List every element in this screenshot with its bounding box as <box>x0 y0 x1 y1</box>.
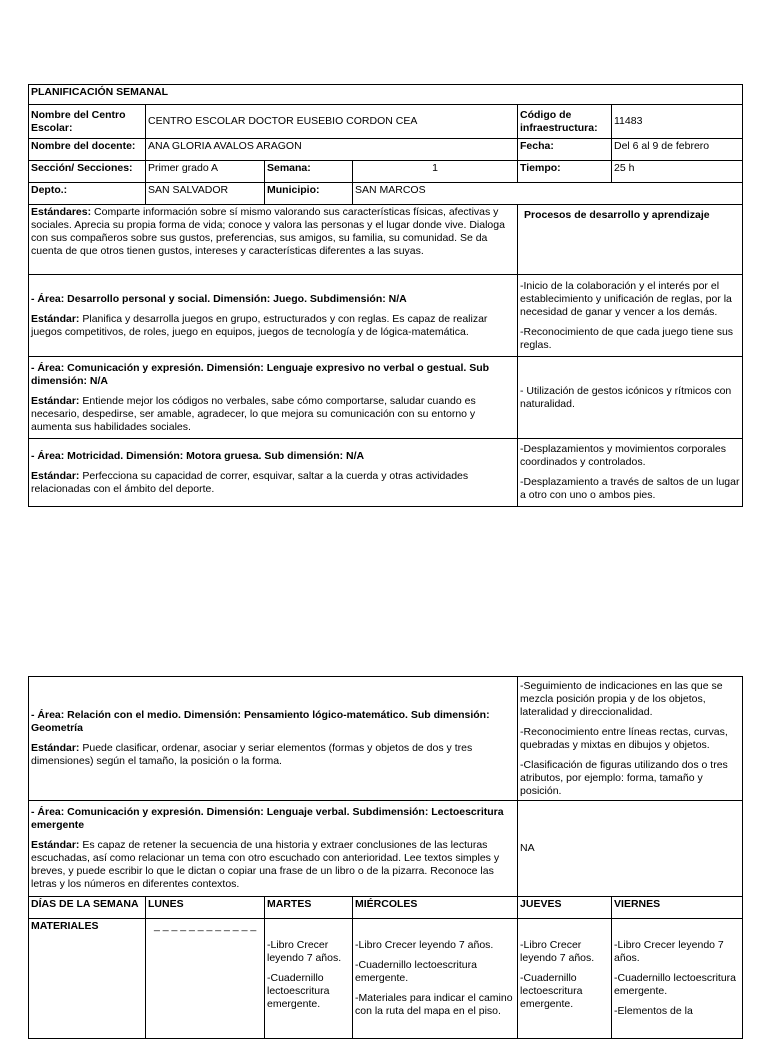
day-friday: VIERNES <box>612 897 743 919</box>
date-label: Fecha: <box>518 139 612 161</box>
week-label: Semana: <box>265 161 353 183</box>
day-wednesday: MIÉRCOLES <box>353 897 518 919</box>
section-label: Sección/ Secciones: <box>29 161 146 183</box>
area-processes: -Inicio de la colaboración y el interés por el establecimiento y unificación de reglas, por la necesidad de ganar y vencer a los demás. -Reconocimiento de que cada juego tiene sus reglas. <box>518 275 743 357</box>
center-label: Nombre del Centro Escolar: <box>29 105 146 139</box>
infra-label: Código de infraestructura: <box>518 105 612 139</box>
weekly-plan-table-continued <box>28 676 743 1039</box>
depto-value: SAN SALVADOR <box>146 183 265 205</box>
area-processes: NA <box>518 801 743 897</box>
area-block: - Área: Comunicación y expresión. Dimensión: Lenguaje verbal. Subdimensión: Lectoescritura emergente Estándar: Es capaz de retener la secuencia de una historia y extraer conclusiones de las lecturas escuchadas, así como relacionar un tema con otro escuchado con anterioridad. Lee textos simples y breves, y puede escribir lo que le dictan o copiar una frase de un libro o de la pizarra. Reconoce las letras y los números en diferentes contextos. <box>29 801 518 897</box>
day-thursday: JUEVES <box>518 897 612 919</box>
day-monday: LUNES <box>146 897 265 919</box>
center-value: CENTRO ESCOLAR DOCTOR EUSEBIO CORDON CEA <box>146 105 518 139</box>
area-block: - Área: Motricidad. Dimensión: Motora gruesa. Sub dimensión: N/A Estándar: Perfecciona su capacidad de correr, esquivar, saltar a la cuerda y otras actividades relacionadas con el ámbito del deporte. <box>29 439 518 507</box>
standards-cell: Estándares: Comparte información sobre sí mismo valorando sus características físicas, afectivas y sociales. Aprecia su propia forma de vida; conoce y valora las personas y el lugar donde vive. Dialoga con sus compañeros sobre sus gustos, preferencias, sus amigos, su familia, su comunidad. Se da cuenta de que otros tienen gustos, intereses y características diferentes a las suyas. <box>29 205 518 275</box>
area-block: - Área: Desarrollo personal y social. Dimensión: Juego. Subdimensión: N/A Estándar: Planifica y desarrolla juegos en grupo, estructurados y con reglas. Es capaz de realizar juegos competitivos, de roles, juego en equipos, juegos de tecnología y de lógica-matemática. <box>29 275 518 357</box>
depto-label: Depto.: <box>29 183 146 205</box>
teacher-value: ANA GLORIA AVALOS ARAGON <box>146 139 518 161</box>
area-block: - Área: Comunicación y expresión. Dimensión: Lenguaje expresivo no verbal o gestual. Sub dimensión: N/A Estándar: Entiende mejor los códigos no verbales, sabe cómo comportarse, saludar cuando es necesario, despedirse, ser amable, agradecer, lo que mejora su comunicación con su entorno y aumenta sus habilidades sociales. <box>29 357 518 439</box>
teacher-label: Nombre del docente: <box>29 139 146 161</box>
materials-tuesday: -Libro Crecer leyendo 7 años. -Cuadernillo lectoescritura emergente. <box>265 919 353 1039</box>
area-processes: -Desplazamientos y movimientos corporales coordinados y controlados. -Desplazamiento a través de saltos de un lugar a otro con uno o ambos pies. <box>518 439 743 507</box>
day-tuesday: MARTES <box>265 897 353 919</box>
date-value: Del 6 al 9 de febrero <box>612 139 743 161</box>
area-block: - Área: Relación con el medio. Dimensión: Pensamiento lógico-matemático. Sub dimensión: Geometría Estándar: Puede clasificar, ordenar, asociar y seriar elementos (formas y objetos de dos y tres dimensiones) según el tamaño, la posición o la forma. <box>29 677 518 801</box>
area-processes: - Utilización de gestos icónicos y rítmicos con naturalidad. <box>518 357 743 439</box>
section-value: Primer grado A <box>146 161 265 183</box>
materials-friday: -Libro Crecer leyendo 7 años. -Cuadernillo lectoescritura emergente. -Elementos de la <box>612 919 743 1039</box>
week-value: 1 <box>353 161 518 183</box>
municipio-value: SAN MARCOS <box>353 183 743 205</box>
infra-value: 11483 <box>612 105 743 139</box>
materials-monday: _ _ _ _ _ _ _ _ _ _ _ _ <box>146 919 265 1039</box>
materials-wednesday: -Libro Crecer leyendo 7 años. -Cuadernillo lectoescritura emergente. -Materiales para indicar el camino con la ruta del mapa en el piso. <box>353 919 518 1039</box>
materials-thursday: -Libro Crecer leyendo 7 años. -Cuadernillo lectoescritura emergente. <box>518 919 612 1039</box>
days-header: DÍAS DE LA SEMANA <box>29 897 146 919</box>
materials-label: MATERIALES <box>29 919 146 1039</box>
plan-title: PLANIFICACIÓN SEMANAL <box>29 85 743 105</box>
area-processes: -Seguimiento de indicaciones en las que se mezcla posición propia y de los objetos, lateralidad y direccionalidad. -Reconocimiento entre líneas rectas, curvas, quebradas y mixtas en dibujos y objetos. -Clasificación de figuras utilizando dos o tres atributos, por ejemplo: forma, tamaño y posición. <box>518 677 743 801</box>
time-value: 25 h <box>612 161 743 183</box>
municipio-label: Municipio: <box>265 183 353 205</box>
time-label: Tiempo: <box>518 161 612 183</box>
processes-heading: Procesos de desarrollo y aprendizaje <box>518 205 743 275</box>
weekly-plan-table <box>28 84 743 507</box>
